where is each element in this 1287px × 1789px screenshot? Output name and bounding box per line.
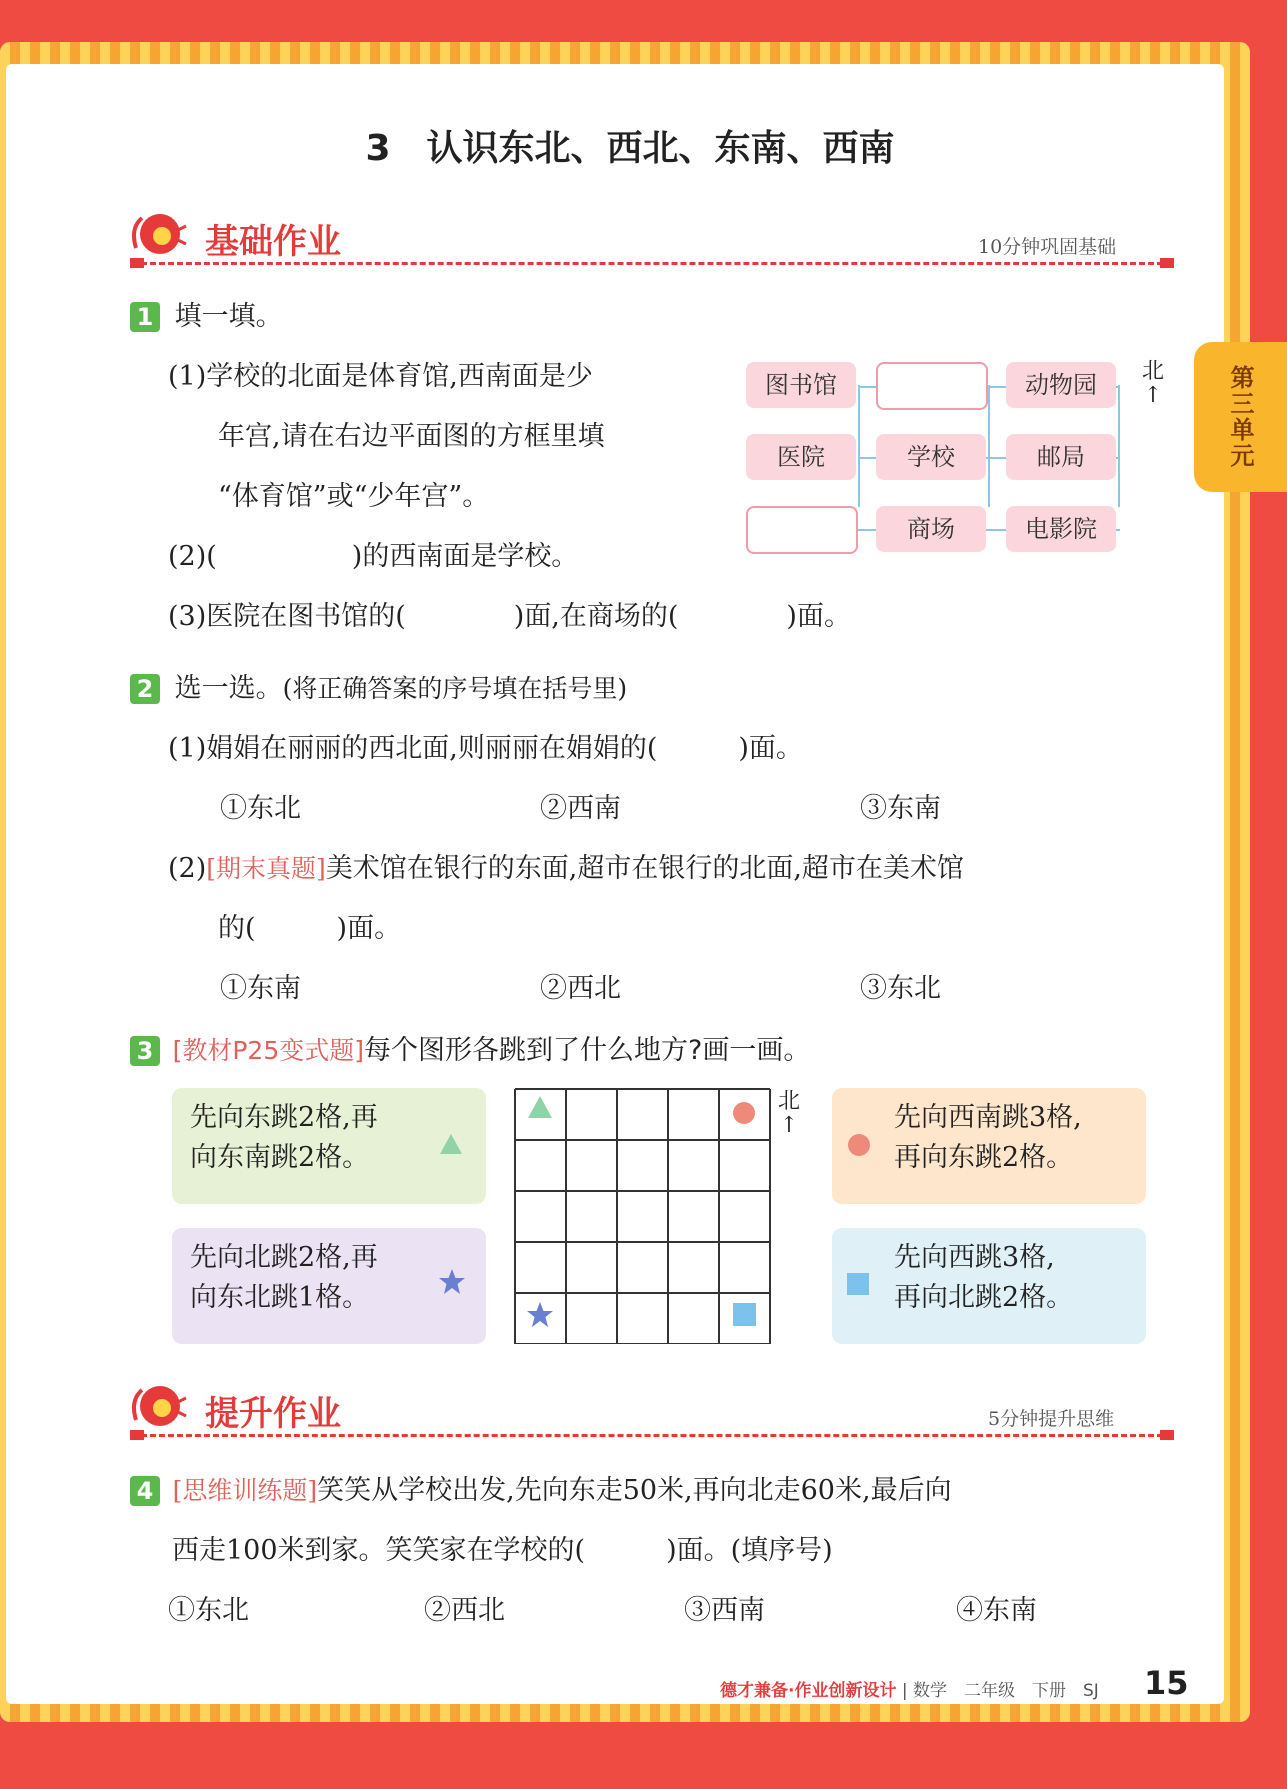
square-icon (733, 1303, 756, 1326)
unit-label: 第三单元 (1226, 365, 1254, 469)
north-arrow-icon: ↑ (779, 1113, 799, 1138)
section-advanced-title: 提升作业 (205, 1394, 341, 1434)
north-label: 北 (778, 1089, 801, 1114)
triangle-icon (528, 1096, 552, 1118)
question-number-badge: 2 (130, 674, 160, 704)
card-line: 向东南跳2格。 (190, 1142, 370, 1173)
source-tag: [教材P25变式题] (172, 1036, 364, 1065)
unit-side-tab (1194, 342, 1287, 492)
map-cell-hospital: 医院 (746, 434, 856, 480)
north-arrow-icon: ↑ (1143, 383, 1163, 408)
circle-icon (846, 1132, 872, 1158)
footer-brand: 德才兼备·作业创新设计 (720, 1681, 897, 1701)
option-4[interactable]: ④东南 (956, 1595, 1037, 1626)
instruction-card-star (172, 1228, 486, 1344)
grid-north-indicator (778, 1090, 800, 1138)
card-line: 先向西跳3格, (894, 1242, 1055, 1273)
question-text: (2)( )的西南面是学校。 (168, 541, 579, 572)
square-icon (846, 1272, 870, 1296)
question-text: 年宫,请在右边平面图的方框里填 (218, 421, 605, 452)
question-heading: 填一填。 (174, 301, 283, 332)
card-line: 向东北跳1格。 (190, 1282, 370, 1313)
card-line: 先向西南跳3格, (894, 1102, 1082, 1133)
triangle-icon (438, 1132, 464, 1156)
card-line: 再向东跳2格。 (894, 1142, 1074, 1173)
question-text: (3)医院在图书馆的( )面,在商场的( )面。 (168, 601, 851, 632)
question-number-badge: 3 (130, 1036, 160, 1066)
question-text: (2) (168, 853, 207, 884)
section-basic-note: 10分钟巩固基础 (978, 236, 1117, 258)
option-3[interactable]: ③东南 (860, 793, 941, 824)
jump-grid[interactable] (514, 1088, 772, 1344)
card-line: 再向北跳2格。 (894, 1282, 1074, 1313)
instruction-card-circle (832, 1088, 1146, 1204)
section-divider (132, 1434, 1172, 1437)
question-heading: 每个图形各跳到了什么地方?画一画。 (364, 1035, 811, 1066)
star-icon (527, 1302, 553, 1327)
map-cell-library: 图书馆 (746, 362, 856, 408)
question-text: 的( )面。 (218, 913, 402, 944)
option-1[interactable]: ①东北 (220, 793, 301, 824)
question-text: 笑笑从学校出发,先向东走50米,再向北走60米,最后向 (317, 1475, 952, 1506)
map-cell-blank-north[interactable] (876, 362, 988, 410)
section-advanced-note: 5分钟提升思维 (988, 1408, 1115, 1430)
north-label: 北 (1142, 359, 1165, 384)
question-text: “体育馆”或“少年宫”。 (218, 481, 490, 512)
question-text: (1)娟娟在丽丽的西北面,则丽丽在娟娟的( )面。 (168, 733, 803, 764)
page-number: 15 (1144, 1664, 1189, 1702)
instruction-card-square (832, 1228, 1146, 1344)
option-2[interactable]: ②西南 (540, 793, 621, 824)
question-text: 西走100米到家。笑笑家在学校的( )面。(填序号) (172, 1535, 833, 1566)
option-2[interactable]: ②西北 (424, 1595, 505, 1626)
source-tag: [思维训练题] (172, 1476, 318, 1505)
question-text: 美术馆在银行的东面,超市在银行的北面,超市在美术馆 (325, 853, 964, 884)
map-cell-school: 学校 (876, 434, 986, 480)
question-text: (1)学校的北面是体育馆,西南面是少 (168, 361, 593, 392)
map-north-indicator (1142, 360, 1164, 408)
section-divider (132, 262, 1172, 265)
option-1[interactable]: ①东北 (168, 1595, 249, 1626)
circle-icon (733, 1102, 755, 1124)
map-cell-zoo: 动物园 (1006, 362, 1116, 408)
lantern-icon (128, 208, 188, 264)
question-number-badge: 4 (130, 1476, 160, 1506)
map-cell-blank-southwest[interactable] (746, 506, 858, 554)
question-heading-note: (将正确答案的序号填在括号里) (282, 674, 628, 703)
star-icon (438, 1268, 466, 1296)
option-2[interactable]: ②西北 (540, 973, 621, 1004)
lantern-icon (128, 1380, 188, 1436)
page-title: 3 认识东北、西北、东南、西南 (365, 128, 895, 169)
map-cell-mall: 商场 (876, 506, 986, 552)
footer: 德才兼备·作业创新设计 | 数学 二年级 下册 SJ (720, 1681, 1099, 1701)
footer-info: 数学 二年级 下册 SJ (913, 1681, 1099, 1701)
option-3[interactable]: ③西南 (684, 1595, 765, 1626)
question-heading: 选一选。 (174, 673, 283, 704)
map-cell-post-office: 邮局 (1006, 434, 1116, 480)
source-tag: [期末真题] (206, 854, 326, 883)
card-line: 先向北跳2格,再 (190, 1242, 378, 1273)
option-1[interactable]: ①东南 (220, 973, 301, 1004)
question-number-badge: 1 (130, 302, 160, 332)
instruction-card-triangle (172, 1088, 486, 1204)
map-cell-cinema: 电影院 (1006, 506, 1116, 552)
section-basic-title: 基础作业 (205, 222, 341, 262)
option-3[interactable]: ③东北 (860, 973, 941, 1004)
card-line: 先向东跳2格,再 (190, 1102, 378, 1133)
